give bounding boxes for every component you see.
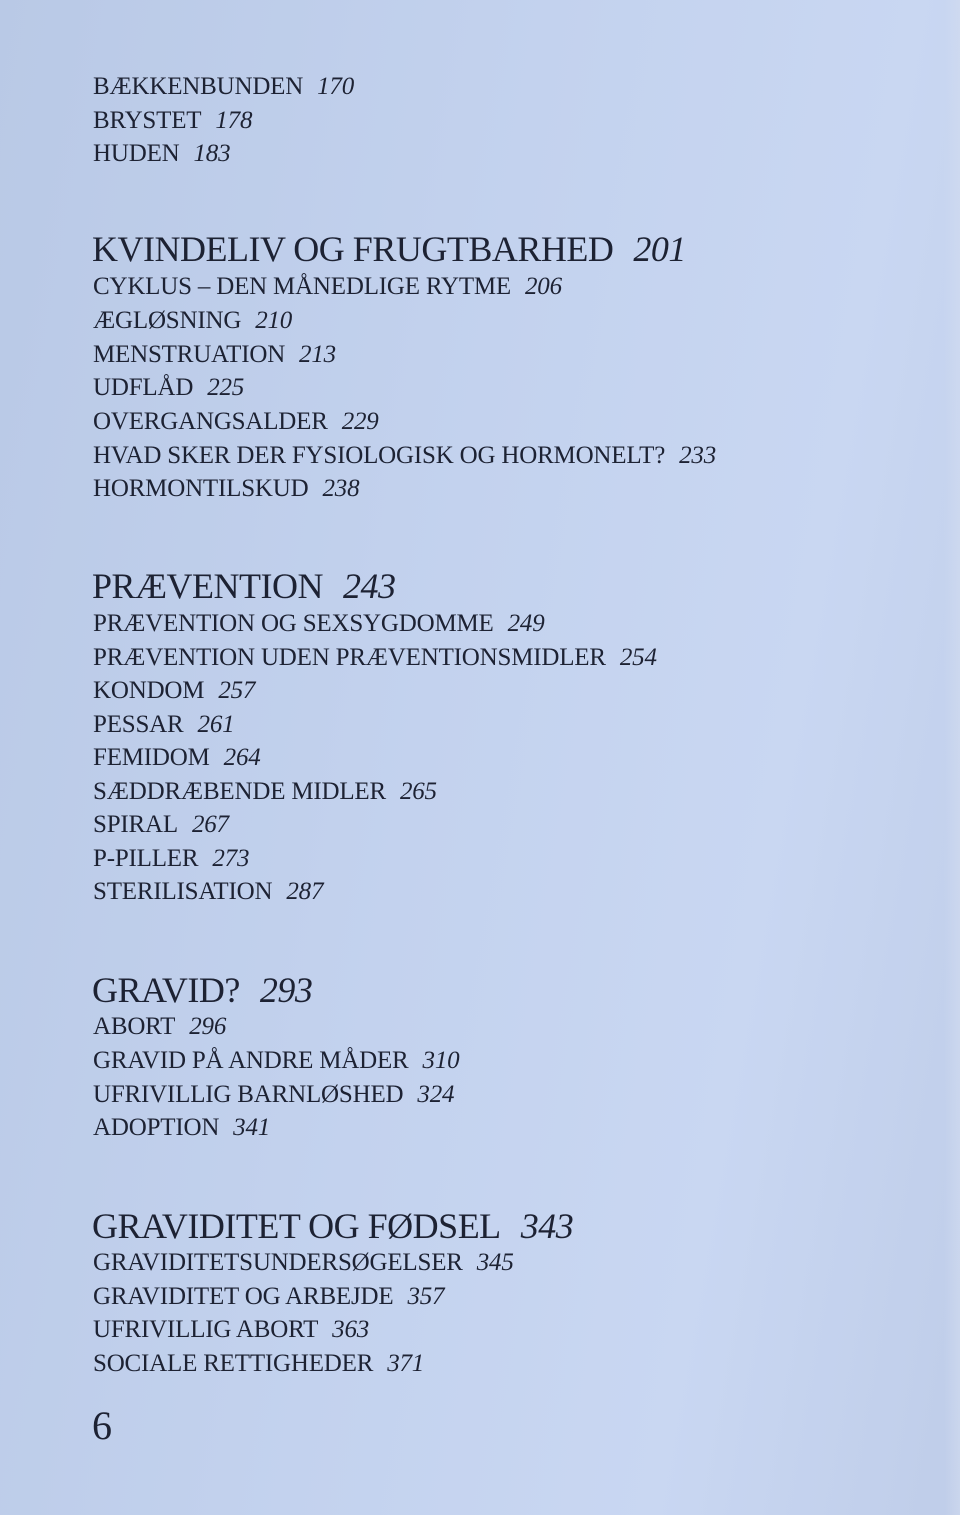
entry-title: UDFLÅD (93, 374, 194, 401)
entry-page-number: 324 (417, 1081, 455, 1108)
toc-entry (93, 1315, 369, 1345)
entry-title: BRYSTET (93, 107, 202, 134)
toc-entry (93, 743, 261, 773)
entry-page-number: 225 (207, 374, 245, 401)
page-edge (944, 0, 960, 1515)
section-page-number: 343 (520, 1206, 574, 1246)
toc-entry (93, 306, 292, 336)
entry-title: GRAVIDITETSUNDERSØGELSER (93, 1249, 463, 1276)
entry-page-number: 254 (619, 644, 657, 671)
toc-entry (93, 373, 244, 403)
entry-page-number: 296 (189, 1013, 227, 1040)
entry-title: STERILISATION (93, 878, 273, 905)
entry-title: PRÆVENTION UDEN PRÆVENTIONSMIDLER (93, 644, 606, 671)
entry-title: GRAVIDITET OG ARBEJDE (93, 1283, 394, 1310)
toc-entry (93, 1349, 424, 1379)
toc-entry (93, 106, 252, 136)
entry-title: ABORT (93, 1013, 176, 1040)
section-heading (92, 229, 686, 269)
toc-entry (93, 407, 379, 437)
section-title: GRAVID? (92, 970, 240, 1010)
entry-page-number: 170 (317, 73, 355, 100)
toc-entry (93, 1113, 270, 1143)
entry-page-number: 345 (476, 1249, 514, 1276)
entry-page-number: 238 (322, 475, 360, 502)
toc-entry (93, 877, 323, 907)
entry-title: SÆDDRÆBENDE MIDLER (93, 778, 386, 805)
entry-page-number: 261 (197, 711, 235, 738)
entry-page-number: 206 (525, 273, 562, 300)
entry-page-number: 363 (332, 1316, 370, 1343)
section-heading (92, 970, 312, 1010)
entry-title: OVERGANGSALDER (93, 408, 328, 435)
entry-page-number: 183 (193, 140, 231, 167)
entry-title: SOCIALE RETTIGHEDER (93, 1350, 374, 1377)
entry-page-number: 273 (212, 845, 250, 872)
toc-entry (93, 1046, 459, 1076)
toc-entry (93, 643, 657, 673)
entry-title: PESSAR (93, 711, 184, 738)
entry-page-number: 310 (422, 1047, 460, 1074)
entry-title: CYKLUS – DEN MÅNEDLIGE RYTME (93, 273, 511, 300)
section-page-number: 293 (259, 970, 313, 1010)
toc-entry (93, 1248, 514, 1278)
entry-title: ÆGLØSNING (93, 307, 242, 334)
entry-title: HORMONTILSKUD (93, 475, 309, 502)
entry-page-number: 341 (233, 1114, 271, 1141)
entry-title: UFRIVILLIG ABORT (93, 1316, 319, 1343)
entry-page-number: 210 (255, 307, 293, 334)
entry-title: HVAD SKER DER FYSIOLOGISK OG HORMONELT? (93, 442, 666, 469)
toc-entry (93, 609, 545, 639)
entry-page-number: 357 (407, 1283, 445, 1310)
entry-page-number: 264 (223, 744, 261, 771)
toc-entry (93, 139, 230, 169)
entry-page-number: 249 (507, 610, 545, 637)
entry-title: P-PILLER (93, 845, 199, 872)
toc-entry (93, 844, 249, 874)
entry-title: SPIRAL (93, 811, 178, 838)
entry-page-number: 265 (399, 778, 437, 805)
entry-page-number: 267 (191, 811, 229, 838)
section-title: GRAVIDITET OG FØDSEL (92, 1206, 501, 1246)
toc-entry (93, 676, 255, 706)
entry-title: ADOPTION (93, 1114, 220, 1141)
entry-page-number: 178 (215, 107, 253, 134)
entry-page-number: 233 (679, 442, 717, 469)
page-number: 6 (92, 1403, 112, 1448)
entry-title: HUDEN (93, 140, 180, 167)
toc-entry (93, 1080, 454, 1110)
entry-title: FEMIDOM (93, 744, 210, 771)
section-heading (92, 1206, 573, 1246)
entry-title: GRAVID PÅ ANDRE MÅDER (93, 1047, 409, 1074)
entry-title: UFRIVILLIG BARNLØSHED (93, 1081, 404, 1108)
toc-entry (93, 272, 562, 302)
toc-entry (93, 340, 336, 370)
entry-title: BÆKKENBUNDEN (93, 73, 304, 100)
entry-title: KONDOM (93, 677, 205, 704)
toc-entry (93, 1012, 226, 1042)
toc-entry (93, 777, 437, 807)
toc-entry (93, 441, 716, 471)
entry-title: PRÆVENTION OG SEXSYGDOMME (93, 610, 494, 637)
entry-page-number: 371 (387, 1350, 425, 1377)
toc-entry (93, 72, 354, 102)
entry-page-number: 213 (299, 341, 336, 368)
toc-entry (93, 474, 359, 504)
entry-title: MENSTRUATION (93, 341, 286, 368)
entry-page-number: 229 (341, 408, 379, 435)
entry-page-number: 257 (218, 677, 256, 704)
toc-entry (93, 810, 229, 840)
section-page-number: 201 (633, 229, 686, 269)
section-title: KVINDELIV OG FRUGTBARHED (92, 229, 614, 269)
entry-page-number: 287 (286, 878, 324, 905)
toc-entry (93, 710, 234, 740)
section-title: PRÆVENTION (92, 566, 324, 606)
section-heading (92, 566, 396, 606)
section-page-number: 243 (343, 566, 396, 606)
toc-entry (93, 1282, 444, 1312)
